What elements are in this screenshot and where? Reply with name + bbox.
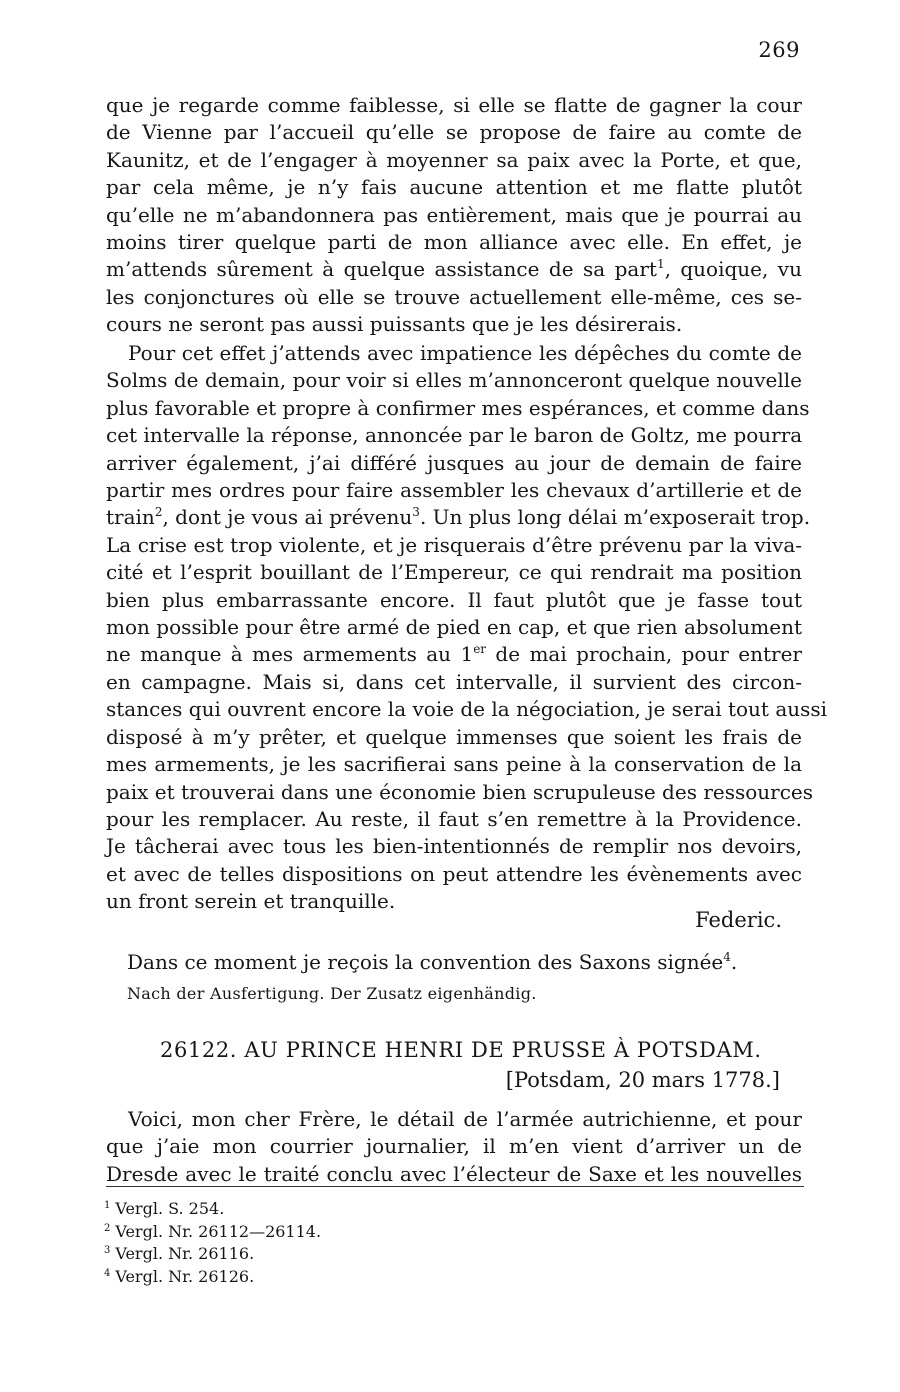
- text-line: cité et l’esprit bouillant de l’Empereur, ce qui rendrait ma position: [106, 560, 802, 585]
- text-line: un front serein et tranquille.: [106, 889, 396, 914]
- footnote-mark: 1: [104, 1200, 111, 1211]
- text-line: cours ne seront pas aussi puissants que je les désirerais.: [106, 312, 683, 337]
- footnote-divider: [106, 1186, 804, 1187]
- text-line: partir mes ordres pour faire assembler les chevaux d’artillerie et de: [106, 478, 802, 503]
- text-line: [106, 641, 802, 668]
- text-line: et avec de telles dispositions on peut attendre les évènements avec: [106, 861, 802, 886]
- text-fragment: Dans ce moment je reçois la convention des Saxons signée: [127, 950, 724, 974]
- text-line: Pour cet effet j’attends avec impatience les dépêches du comte de: [128, 341, 802, 365]
- text-fragment: ne manque à mes armements au 1: [106, 642, 474, 667]
- text-line: stances qui ouvrent encore la voie de la négociation, je serai tout aussi: [106, 697, 828, 722]
- footnotes: [104, 1198, 321, 1288]
- text-line: que je regarde comme faiblesse, si elle se flatte de gagner la cour: [106, 93, 802, 117]
- page-number: 269: [758, 38, 800, 62]
- text-line: Kaunitz, et de l’engager à moyenner sa paix avec la Porte, et que,: [106, 147, 802, 172]
- signature: Federic.: [695, 908, 782, 932]
- paragraph: [106, 92, 802, 339]
- text-line: moins tirer quelque parti de mon alliance avec elle. En effet, je: [106, 230, 802, 255]
- footnote-ref: 3: [412, 505, 420, 520]
- footnote-mark: 2: [104, 1222, 111, 1234]
- text-line: qu’elle ne m’abandonnera pas entièrement, mais que je pourrai au: [106, 202, 802, 227]
- text-line: [106, 504, 811, 531]
- text-line: mes armements, je les sacrifierai sans peine à la conservation de la: [106, 752, 802, 777]
- text-line: plus favorable et propre à confirmer mes espérances, et comme dans: [106, 395, 810, 420]
- text-fragment: .: [730, 950, 738, 974]
- text-fragment: , dont je vous ai prévenu: [162, 505, 413, 530]
- letter-date: [Potsdam, 20 mars 1778.]: [505, 1068, 780, 1092]
- text-line: pour les remplacer. Au reste, il faut s’en remettre à la Providence.: [106, 806, 802, 831]
- text-fragment: train: [106, 505, 155, 530]
- footnote-mark: 3: [104, 1245, 111, 1256]
- text-fragment: de mai prochain, pour entrer: [486, 642, 802, 667]
- footnote: [104, 1243, 321, 1266]
- text-line: [106, 256, 802, 283]
- footnote-text: Vergl. Nr. 26116.: [115, 1244, 255, 1263]
- footnote-text: Vergl. Nr. 26126.: [115, 1266, 255, 1286]
- text-line: en campagne. Mais si, dans cet intervalle, il survient des circon-: [106, 669, 802, 694]
- text-line: les conjonctures où elle se trouve actuellement elle-même, ces se-: [106, 284, 802, 309]
- paragraph: [106, 1106, 802, 1188]
- postscript: [127, 950, 767, 974]
- footnote-ref: 4: [723, 950, 731, 964]
- text-line: Solms de demain, pour voir si elles m’annonceront quelque nouvelle: [106, 368, 802, 393]
- footnote-ref: 1: [656, 257, 665, 272]
- footnote: [104, 1198, 321, 1221]
- text-line: disposé à m’y prêter, et quelque immenses que soient les frais de: [106, 724, 802, 749]
- footnote-text: Vergl. S. 254.: [115, 1199, 225, 1218]
- text-line: par cela même, je n’y fais aucune attention et me flatte plutôt: [106, 175, 802, 200]
- text-line: La crise est trop violente, et je risquerais d’être prévenu par la viva-: [106, 532, 802, 557]
- text-fragment: m’attends sûrement à quelque assistance de sa part: [106, 257, 657, 282]
- text-line: paix et trouverai dans une économie bien scrupuleuse des ressources: [106, 779, 814, 804]
- text-line: mon possible pour être armé de pied en cap, et que rien absolument: [106, 615, 802, 640]
- footnote-text: Vergl. Nr. 26112—26114.: [115, 1221, 322, 1241]
- footnote: [104, 1221, 321, 1244]
- paragraph: [106, 340, 828, 916]
- footnote-ref: 2: [154, 505, 163, 520]
- text-fragment: , quoique, vu: [664, 257, 802, 282]
- text-line: Je tâcherai avec tous les bien-intentionnés de remplir nos devoirs,: [106, 834, 802, 859]
- text-line: bien plus embarrassante encore. Il faut plutôt que je fasse tout: [106, 587, 802, 612]
- text-line: Voici, mon cher Frère, le détail de l’armée autrichienne, et pour: [128, 1107, 802, 1131]
- text-line: cet intervalle la réponse, annoncée par le baron de Goltz, me pourra: [106, 423, 803, 448]
- text-line: que j’aie mon courrier journalier, il m’en vient d’arriver un de: [106, 1134, 802, 1159]
- footnote-mark: 4: [104, 1267, 111, 1279]
- text-line: Dresde avec le traité conclu avec l’électeur de Saxe et les nouvelles: [106, 1161, 802, 1186]
- text-line: de Vienne par l’accueil qu’elle se propose de faire au comte de: [106, 120, 802, 145]
- text-fragment: . Un plus long délai m’exposerait trop.: [419, 505, 811, 530]
- footnote: [104, 1266, 321, 1289]
- source-note: Nach der Ausfertigung. Der Zusatz eigenhändig.: [127, 984, 537, 1003]
- text-line: arriver également, j’ai différé jusques au jour de demain de faire: [106, 450, 802, 475]
- ordinal-superscript: er: [473, 642, 487, 657]
- letter-heading: 26122. AU PRINCE HENRI DE PRUSSE À POTSDAM.: [160, 1038, 762, 1062]
